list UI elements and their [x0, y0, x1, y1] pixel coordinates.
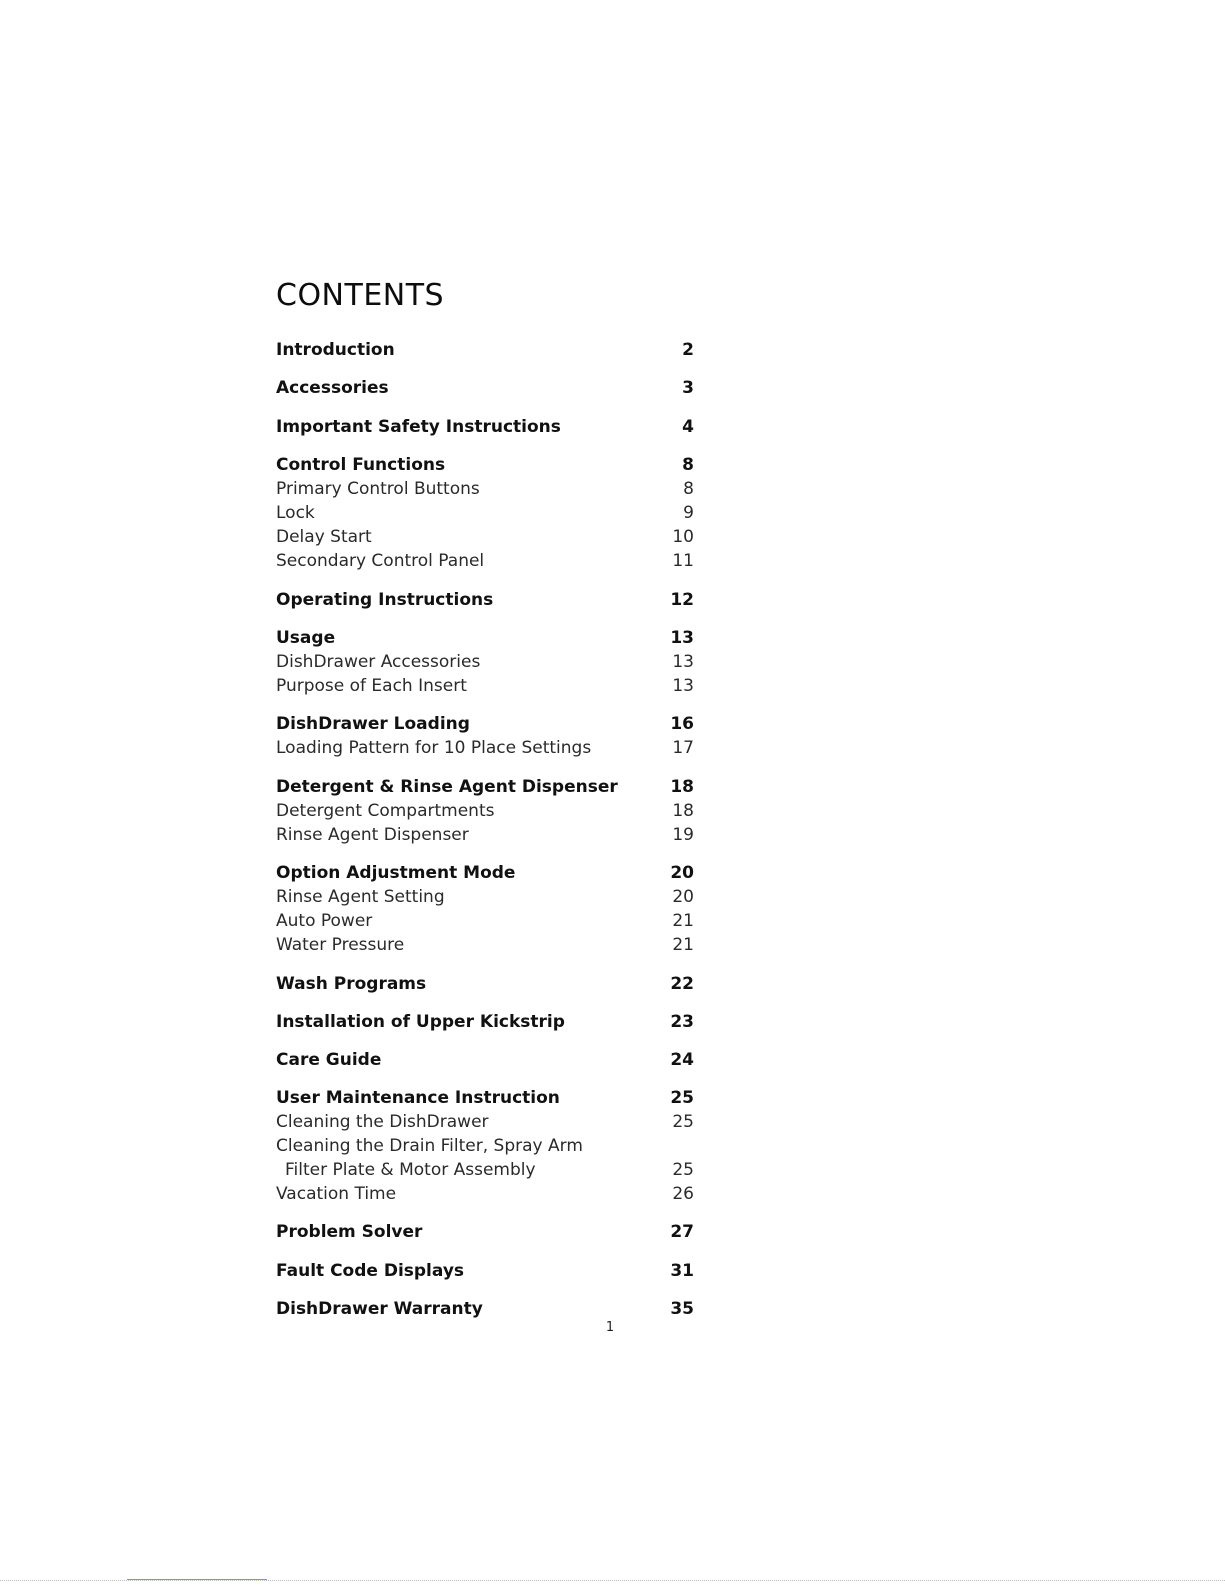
toc-entry-label: Wash Programs [276, 974, 427, 994]
toc-entry [276, 933, 694, 957]
toc-entry [276, 1110, 694, 1134]
toc-entry-label: Filter Plate & Motor Assembly [285, 1160, 536, 1180]
toc-entry-label: Installation of Upper Kickstrip [276, 1012, 565, 1032]
toc-entry [276, 376, 694, 400]
toc-entry [276, 674, 694, 698]
toc-entry-page: 3 [682, 378, 694, 398]
toc-entry [276, 909, 694, 933]
toc-entry-page: 13 [672, 676, 694, 696]
toc-entry-label: Delay Start [276, 527, 372, 547]
toc-entry-page: 35 [670, 1299, 694, 1319]
toc-entry [276, 415, 694, 439]
toc-entry-label: Important Safety Instructions [276, 417, 561, 437]
toc-entry [276, 736, 694, 760]
toc-entry-label: Problem Solver [276, 1222, 423, 1242]
toc-entry-label: Cleaning the DishDrawer [276, 1112, 489, 1132]
toc-entry-page: 20 [672, 887, 694, 907]
toc-entry-page: 2 [682, 340, 694, 360]
toc-entry-page: 8 [682, 455, 694, 475]
toc-entry [276, 1220, 694, 1244]
toc-entry-page: 31 [670, 1261, 694, 1281]
toc-entry [276, 775, 694, 799]
toc-entry-label: Fault Code Displays [276, 1261, 465, 1281]
toc-entry-page: 18 [672, 801, 694, 821]
toc-entry-page: 4 [682, 417, 694, 437]
toc-entry-page: 21 [672, 911, 694, 931]
toc-entry-page: 22 [670, 974, 694, 994]
toc-entry-label: Rinse Agent Setting [276, 887, 445, 907]
toc-entry-label: Cleaning the Drain Filter, Spray Arm [276, 1136, 583, 1156]
toc-entry [276, 861, 694, 885]
toc-entry-page: 17 [672, 738, 694, 758]
toc-entry [276, 626, 694, 650]
toc-entry-page: 18 [670, 777, 694, 797]
bottom-link-underline [127, 1579, 267, 1580]
toc-entry [276, 588, 694, 612]
toc-entry [276, 1259, 694, 1283]
toc-entry-label: Auto Power [276, 911, 373, 931]
toc-entry-label: Water Pressure [276, 935, 405, 955]
toc-entry [276, 823, 694, 847]
toc-entry-label: DishDrawer Warranty [276, 1299, 483, 1319]
toc-entry [276, 1010, 694, 1034]
toc-entry-label: User Maintenance Instruction [276, 1088, 560, 1108]
toc-entry [276, 650, 694, 674]
toc-entry [276, 1048, 694, 1072]
toc-entry [276, 477, 694, 501]
toc-entry [276, 525, 694, 549]
toc-entry-label: Detergent & Rinse Agent Dispenser [276, 777, 618, 797]
toc-entry-page: 16 [670, 714, 694, 734]
toc-entry-label: DishDrawer Accessories [276, 652, 481, 672]
toc-entry-label: Rinse Agent Dispenser [276, 825, 469, 845]
toc-entry-label: Usage [276, 628, 336, 648]
toc-entry-label: Secondary Control Panel [276, 551, 485, 571]
toc-entry-label: Option Adjustment Mode [276, 863, 516, 883]
toc-entry [276, 1297, 694, 1321]
toc-entry [276, 799, 694, 823]
toc-entry-label: Accessories [276, 378, 389, 398]
toc-entry [276, 549, 694, 573]
toc-entry-page: 13 [670, 628, 694, 648]
toc-entry-label: Care Guide [276, 1050, 382, 1070]
toc-entry-page: 10 [672, 527, 694, 547]
toc-entry [276, 338, 694, 362]
toc-entry-label: Detergent Compartments [276, 801, 495, 821]
toc-entry-page: 27 [670, 1222, 694, 1242]
toc-entry-label: Control Functions [276, 455, 446, 475]
toc-entry-page: 11 [672, 551, 694, 571]
toc-entry-label: Purpose of Each Insert [276, 676, 467, 696]
toc-entry-page: 25 [672, 1112, 694, 1132]
toc-entry [276, 1134, 694, 1158]
page-title: CONTENTS [276, 278, 445, 313]
toc-entry-page: 9 [683, 503, 694, 523]
toc-entry-page: 20 [670, 863, 694, 883]
toc-entry [276, 453, 694, 477]
toc-entry-label: Vacation Time [276, 1184, 397, 1204]
toc-entry-page: 23 [670, 1012, 694, 1032]
bottom-dotted-rule [0, 1580, 1225, 1581]
toc-entry-page: 13 [672, 652, 694, 672]
toc-entry-label: Operating Instructions [276, 590, 494, 610]
page-number: 1 [605, 1320, 615, 1335]
toc-entry [276, 1086, 694, 1110]
toc-entry-page: 19 [672, 825, 694, 845]
toc-entry-label: Primary Control Buttons [276, 479, 480, 499]
toc-entry-page: 26 [672, 1184, 694, 1204]
toc-entry [276, 972, 694, 996]
toc-entry-label: DishDrawer Loading [276, 714, 470, 734]
toc-entry [276, 501, 694, 525]
toc-entry-page: 8 [683, 479, 694, 499]
toc-entry [276, 712, 694, 736]
toc-entry-label: Loading Pattern for 10 Place Settings [276, 738, 592, 758]
toc-entry [276, 1158, 694, 1182]
toc-entry [276, 885, 694, 909]
toc-entry-page: 25 [670, 1088, 694, 1108]
toc-entry-page: 24 [670, 1050, 694, 1070]
toc-entry [276, 1182, 694, 1206]
toc-entry-page: 21 [672, 935, 694, 955]
toc-entry-page: 25 [672, 1160, 694, 1180]
toc-entry-label: Lock [276, 503, 315, 523]
toc-entry-label: Introduction [276, 340, 395, 360]
toc-entry-page: 12 [670, 590, 694, 610]
